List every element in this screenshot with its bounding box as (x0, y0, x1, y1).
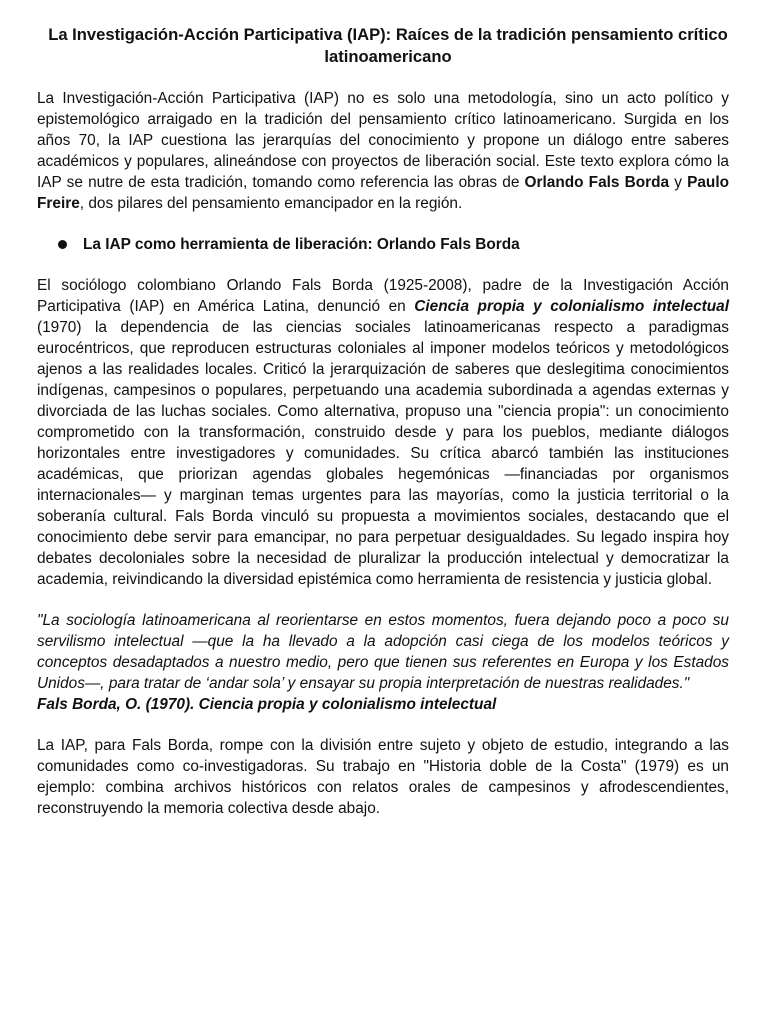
intro-text-end: , dos pilares del pensamiento emancipador en la región. (79, 195, 463, 212)
document-title: La Investigación-Acción Participativa (IAP): Raíces de la tradición pensamiento crítico latinoamericano (48, 25, 728, 66)
book-title: Ciencia propia y colonialismo intelectual (414, 298, 729, 315)
quote-paragraph: "La sociología latinoamericana al reorientarse en estos momentos, fuera dejando poco a poco su servilismo intelectual —que la ha llevado a la adopción casi ciega de los modelos teóricos y conceptos desadaptados a nuestro medio, pero que tienen sus referentes en Europa y los Estados Unidos—, para tratar de ‘andar sola’ y ensayar su propia interpretación de nuestras realidades." (37, 612, 729, 692)
author-fals-borda: Orlando Fals Borda (524, 174, 670, 191)
intro-paragraph (37, 88, 729, 214)
author-paulo-freire: Paulo Freire (37, 174, 729, 212)
body-paragraph-1 (37, 275, 729, 590)
quote-citation: Fals Borda, O. (1970). Ciencia propia y colonialismo intelectual (37, 696, 497, 713)
section-heading (37, 234, 729, 255)
bullet-icon (58, 240, 67, 249)
intro-connector: y (669, 174, 688, 191)
body-paragraph-2: La IAP, para Fals Borda, rompe con la división entre sujeto y objeto de estudio, integrando a las comunidades como co-investigadoras. Su trabajo en "Historia doble de la Costa" (1979) es un ejemplo: combina archivos históricos con relatos orales de campesinos y afrodescendientes, reconstruyendo la memoria colectiva desde abajo. (37, 737, 729, 817)
intro-text-start: La Investigación-Acción Participativa (IAP) no es solo una metodología, sino un acto político y epistemológico arraigado en la tradición del pensamiento crítico latinoamericano. Surgida en los años 70, la IAP cuestiona las jerarquías del conocimiento y propone un diálogo entre saberes académicos y populares, alineándose con proyectos de liberación social. Este texto explora cómo la IAP se nutre de esta tradición, tomando como referencia las obras de (37, 90, 729, 191)
body1-text-end: (1970) la dependencia de las ciencias sociales latinoamericanas respecto a paradigmas eurocéntricos, que reproducen estructuras coloniales al imponer modelos teóricos y metodológicos ajenos a las realidades locales. Criticó la jerarquización de saberes que deslegitima conocimientos indígenas, campesinos o populares, perpetuando una academia subordinada a agendas externas y divorciada de las luchas sociales. Como alternativa, propuso una "ciencia propia": un conocimiento comprometido con la transformación, construido desde y para los pueblos, mediante diálogos horizontales entre investigadores y comunidades. Su crítica abarcó también las instituciones académicas, que priorizan agendas globales hegemónicas —financiadas por organismos internacionales— y marginan temas urgentes para las mayorías, como la justicia territorial o la soberanía cultural. Fals Borda vinculó su propuesta a movimientos sociales, destacando que el conocimiento debe servir para emancipar, no para perpetuar desigualdades. Su legado inspira hoy debates decoloniales sobre la necesidad de pluralizar la producción intelectual y democratizar la academia, reivindicando la diversidad epistémica como herramienta de resistencia y justicia global. (37, 319, 729, 588)
section-heading-text: La IAP como herramienta de liberación: Orlando Fals Borda (83, 236, 520, 253)
document-page (37, 0, 729, 819)
body1-text-start: El sociólogo colombiano Orlando Fals Borda (1925-2008), padre de la Investigación Acción Participativa (IAP) en América Latina, denunció en (37, 277, 729, 315)
